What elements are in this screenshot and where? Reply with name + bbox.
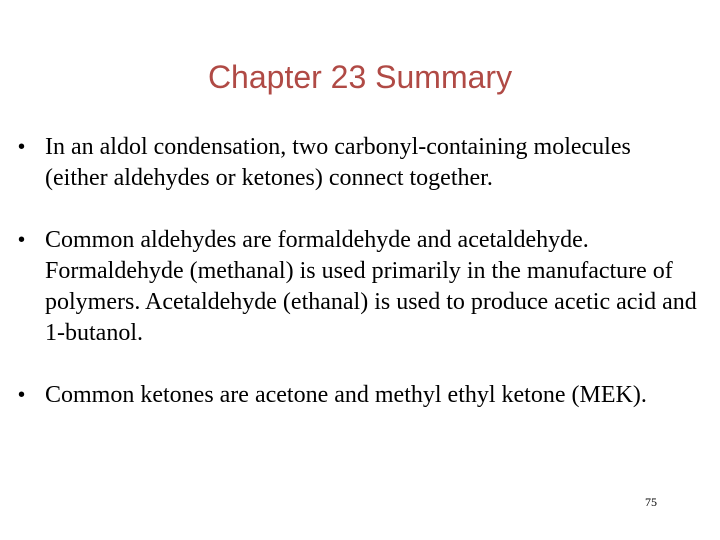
bullet-list (18, 132, 698, 411)
bullet-aldol-condensation: • In an aldol condensation, two carbonyl-containing molecules (either aldehydes or ketones) connect together. (18, 132, 698, 194)
page-number: 75 (645, 495, 657, 509)
bullet-common-ketones: • Common ketones are acetone and methyl ethyl ketone (MEK). (18, 380, 698, 411)
slide-title: Chapter 23 Summary (207, 59, 513, 95)
bullet-common-aldehydes: • Common aldehydes are formaldehyde and acetaldehyde. Formaldehyde (methanal) is used primarily in the manufacture of polymers. Acetaldehyde (ethanal) is used to produce acetic acid and 1-butanol. (18, 225, 698, 349)
